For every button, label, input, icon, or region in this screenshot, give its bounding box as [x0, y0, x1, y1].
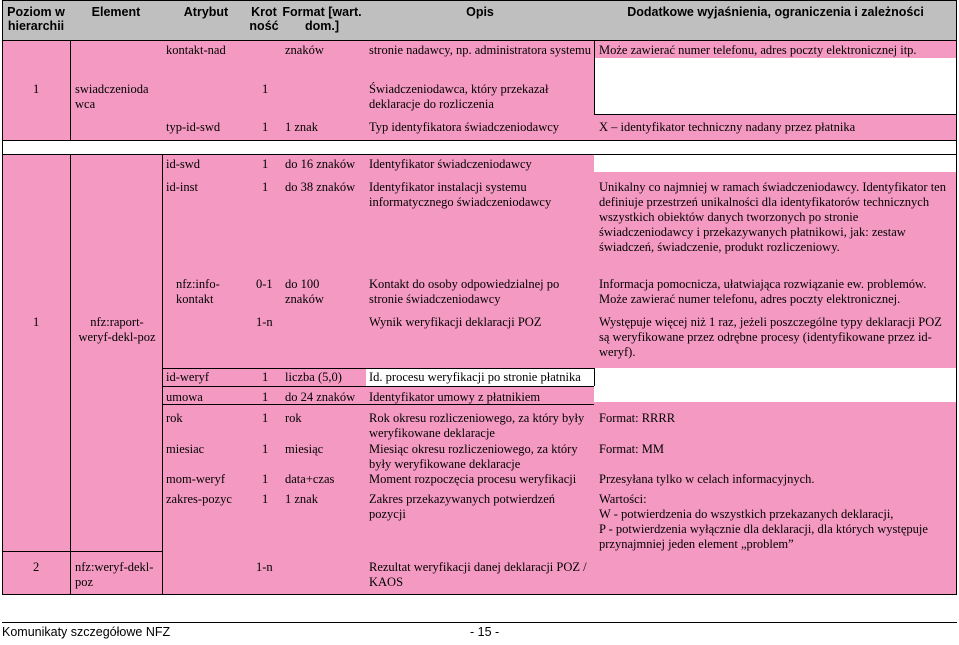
row-swiadczeniodawca-opis: Świadczeniodawca, który przekazał deklaracje do rozliczenia	[369, 82, 549, 111]
header-poziom: Poziom w hierarchii	[7, 5, 65, 33]
row-kontakt-nad-atrybut: kontakt-nad	[166, 43, 226, 57]
row-kontakt-nad-dodatkowe: Może zawierać numer telefonu, adres poczty elektronicznej itp.	[599, 43, 917, 57]
row-mom-weryf-atrybut: mom-weryf	[166, 472, 226, 486]
row-info-kontakt-opis: Kontakt do osoby odpowiedzialnej po stronie świadczeniodawcy	[369, 277, 560, 306]
spacer-row	[2, 140, 957, 154]
row-mom-weryf-dodatkowe: Przesyłana tylko w celach informacyjnych.	[599, 472, 815, 486]
header-element: Element	[91, 5, 141, 19]
row-raport-opis: Wynik weryfikacji deklaracji POZ	[369, 315, 542, 329]
row-rok-atrybut: rok	[166, 411, 183, 425]
row-info-kontakt-dodatkowe: Informacja pomocnicza, ułatwiająca rozwiązanie ew. problemów. Może zawierać numer telefonu, adres poczty elektronicznej.	[599, 277, 927, 306]
row-info-kontakt-krot: 0-1	[256, 277, 273, 291]
header-dodatkowe: Dodatkowe wyjaśnienia, ograniczenia i zależności	[627, 5, 924, 19]
row-raport-element: nfz:raport-weryf-dekl-poz	[78, 315, 156, 344]
row-mom-weryf-format: data+czas	[285, 472, 335, 486]
row-miesiac-atrybut: miesiac	[166, 442, 205, 456]
row-id-weryf-opis: Id. procesu weryfikacji po stronie płatnika	[369, 370, 581, 384]
row-info-kontakt-atrybut: nfz:info-kontakt	[176, 277, 220, 306]
footer-left: Komunikaty szczegółowe NFZ	[2, 625, 171, 639]
header-krotnosc: Krot ność	[249, 5, 279, 33]
row-id-swd-atrybut: id-swd	[166, 157, 201, 171]
row-id-inst-atrybut: id-inst	[166, 180, 198, 194]
row-info-kontakt-format: do 100 znaków	[285, 277, 324, 306]
row-swiadczeniodawca-element: swiadczenioda wca	[75, 82, 149, 111]
header-atrybut: Atrybut	[183, 5, 229, 19]
row-typ-id-swd-format: 1 znak	[285, 120, 318, 134]
row-mom-weryf-opis: Moment rozpoczęcia procesu weryfikacji	[369, 472, 577, 486]
row-weryf-dekl-poz-krot: 1-n	[256, 560, 273, 574]
header-format: Format [wart. dom.]	[282, 5, 362, 33]
row-rok-opis: Rok okresu rozliczeniowego, za który były weryfikowane deklaracje	[369, 411, 585, 440]
row-weryf-dekl-poz-opis: Rezultat weryfikacji danej deklaracji POZ / KAOS	[369, 560, 587, 589]
row-id-inst-format: do 38 znaków	[285, 180, 356, 194]
row-id-swd-opis: Identyfikator świadczeniodawcy	[369, 157, 532, 171]
row-miesiac-opis: Miesiąc okresu rozliczeniowego, za który były weryfikowane deklaracje	[369, 442, 578, 471]
row-raport-dodatkowe: Występuje więcej niż 1 raz, jeżeli poszczególne typy deklaracji POZ są weryfikowane przez odrębne procesy (identyfikowane przez id-weryf).	[599, 315, 942, 359]
row-miesiac-format: miesiąc	[285, 442, 324, 456]
row-typ-id-swd-atrybut: typ-id-swd	[166, 120, 221, 134]
row-weryf-dekl-poz-element: nfz:weryf-dekl-poz	[75, 560, 154, 589]
row-miesiac-dodatkowe: Format: MM	[599, 442, 664, 456]
footer-divider	[2, 622, 957, 623]
row-typ-id-swd-krot: 1	[262, 120, 269, 134]
row-swiadczeniodawca-krot: 1	[262, 82, 269, 96]
row-rok-dodatkowe: Format: RRRR	[599, 411, 676, 425]
row-raport-krot: 1-n	[256, 315, 273, 329]
row-zakres-pozyc-dodatkowe-2: W - potwierdzenia do wszystkich przekazanych deklaracji,	[599, 507, 894, 521]
row-raport-poziom: 1	[33, 315, 40, 329]
row-kontakt-nad-opis: stronie nadawcy, np. administratora systemu	[368, 43, 592, 57]
row-id-inst-krot: 1	[262, 180, 269, 194]
blank-cell	[594, 58, 957, 114]
row-zakres-pozyc-format: 1 znak	[285, 492, 318, 506]
row-id-inst-opis: Identyfikator instalacji systemu informatycznego świadczeniodawcy	[369, 180, 552, 209]
row-zakres-pozyc-dodatkowe-1: Wartości:	[599, 492, 647, 506]
row-umowa-krot: 1	[262, 390, 269, 404]
row-id-weryf-atrybut: id-weryf	[166, 370, 210, 384]
row-rok-krot: 1	[262, 411, 269, 425]
row-zakres-pozyc-atrybut: zakres-pozyc	[166, 492, 232, 506]
row-umowa-opis: Identyfikator umowy z płatnikiem	[369, 390, 541, 404]
row-typ-id-swd-dodatkowe: X – identyfikator techniczny nadany przez płatnika	[599, 120, 856, 134]
row-id-swd-krot: 1	[262, 157, 269, 171]
row-umowa-atrybut: umowa	[166, 390, 203, 404]
row-id-weryf-format: liczba (5,0)	[285, 370, 342, 384]
row-id-weryf-krot: 1	[262, 370, 269, 384]
row-zakres-pozyc-dodatkowe-3: P - potwierdzenia wyłącznie dla deklaracji, dla których występuje przynajmniej jeden element „problem”	[599, 522, 928, 551]
row-id-inst-dodatkowe: Unikalny co najmniej w ramach świadczeniodawcy. Identyfikator ten definiuje przestrzeń unikalności dla identyfikatorów technicznych wszystkich obiektów danych tworzonych po stronie świadczeniodawcy i przekazywanych płatnikowi, jak: zestaw świadczeń, świadczenie, produkt rozliczeniowy.	[599, 180, 946, 254]
footer-page: - 15 -	[470, 625, 500, 639]
header-opis: Opis	[466, 5, 494, 19]
row-id-swd-format: do 16 znaków	[285, 157, 356, 171]
row-rok-format: rok	[285, 411, 302, 425]
row-mom-weryf-krot: 1	[262, 472, 269, 486]
row-weryf-dekl-poz-poziom: 2	[33, 560, 40, 574]
row-zakres-pozyc-opis: Zakres przekazywanych potwierdzeń pozycji	[369, 492, 556, 521]
row-typ-id-swd-opis: Typ identyfikatora świadczeniodawcy	[369, 120, 560, 134]
row-miesiac-krot: 1	[262, 442, 269, 456]
row-zakres-pozyc-krot: 1	[262, 492, 269, 506]
row-kontakt-nad-format: znaków	[285, 43, 324, 57]
row-umowa-format: do 24 znaków	[285, 390, 356, 404]
row-swiadczeniodawca-poziom: 1	[33, 82, 40, 96]
